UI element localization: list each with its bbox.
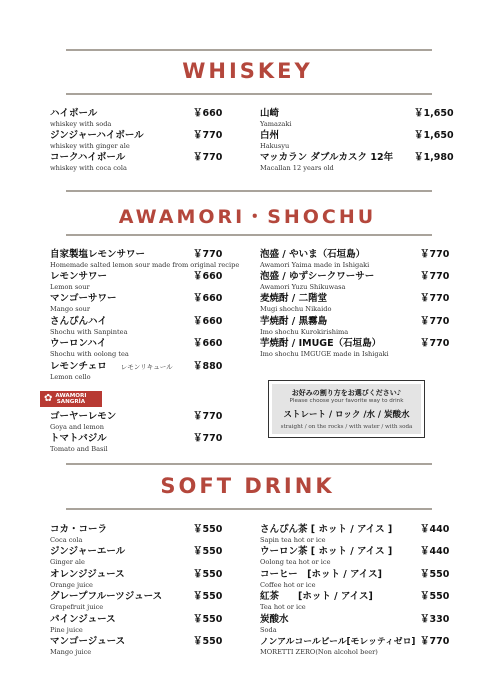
whiskey-item-highball: ハイボール whiskey with soda [50, 108, 112, 128]
soft-item-tea: 紅茶 [ホット / アイス] Tea hot or ice [260, 591, 373, 611]
soft-item-ginger-ale: ジンジャーエール Ginger ale [50, 546, 126, 566]
awamori-item-imuge: 芋焼酎 / IMUGE（石垣島） Imo shochu IMGUGE made in Ishigaki [260, 338, 389, 358]
soft-item-orange-juice: オレンジジュース Orange juice [50, 569, 125, 589]
soft-item-pine-juice: パインジュース Pine juice [50, 614, 116, 634]
awamori-item-yuzu: 泡盛 / ゆずシークワーサー Awamori Yuzu Shikuwasa [260, 271, 375, 291]
price: ￥770 [193, 411, 223, 422]
price: ￥550 [193, 591, 223, 602]
awamori-item-salted-lemon-sour: 自家製塩レモンサワー Homemade salted lemon sour made from original recipe [50, 249, 240, 269]
price: ￥550 [193, 524, 223, 535]
whiskey-item-hakusyu: 白州 Hakusyu [260, 130, 290, 150]
awamori-item-oolong-high: ウーロンハイ Shochu with oolong tea [50, 338, 129, 358]
awamori-sangria-badge: ✿ AWAMORI SANGRÍA [40, 391, 102, 407]
flower-icon: ✿ [44, 393, 53, 404]
awamori-item-mango-sour: マンゴーサワー Mango sour [50, 293, 117, 313]
price: ￥770 [420, 338, 450, 349]
awamori-item-lemon-sour: レモンサワー Lemon sour [50, 271, 108, 291]
price: ￥1,980 [414, 152, 454, 163]
awamori-item-goya-lemon: ゴーヤーレモン Goya and lemon [50, 411, 117, 431]
price: ￥550 [193, 614, 223, 625]
price: ￥770 [420, 249, 450, 260]
price: ￥770 [193, 130, 223, 141]
awamori-item-kurokirishima: 芋焼酎 / 黒霧島 Imo shochu Kurokirishima [260, 316, 349, 336]
whiskey-item-ginger-highball: ジンジャーハイボール whiskey with ginger ale [50, 130, 144, 150]
price: ￥770 [420, 293, 450, 304]
price: ￥550 [193, 546, 223, 557]
whiskey-item-macallan: マッカラン ダブルカスク 12年 Macallan 12 years old [260, 152, 394, 172]
whiskey-title: WHISKEY [182, 59, 313, 83]
soft-item-oolong-tea: ウーロン茶 [ ホット / アイス ] Oolong tea hot or ice [260, 546, 393, 566]
rule-top-soft [66, 463, 432, 465]
whiskey-item-yamazaki: 山崎 Yamazaki [260, 108, 292, 128]
soft-item-non-alcohol-beer: ノンアルコールビール[モレッティゼロ] MORETTI ZERO(Non alcohol beer) [260, 637, 416, 656]
price: ￥330 [420, 614, 450, 625]
soft-item-coffee: コーヒー [ホット / アイス] Coffee hot or ice [260, 569, 382, 589]
soft-item-soda: 炭酸水 Soda [260, 614, 289, 634]
soft-item-coca-cola: コカ・コーラ Coca cola [50, 524, 108, 544]
price: ￥550 [420, 591, 450, 602]
rule-top-whiskey [66, 49, 432, 51]
price: ￥440 [420, 546, 450, 557]
how-to-drink-box: お好みの割り方をお選びください♪ Please choose your favorite way to drink ストレート / ロック /水 / 炭酸水 straight / on the rocks / with water / with soda [268, 380, 425, 438]
rule-top-awamori [66, 190, 432, 192]
rule-bottom-awamori [66, 234, 432, 236]
price: ￥660 [193, 271, 223, 282]
price: ￥1,650 [414, 130, 454, 141]
soft-drink-title: SOFT DRINK [160, 474, 335, 498]
price: ￥440 [420, 524, 450, 535]
price: ￥550 [193, 636, 223, 647]
price: ￥770 [420, 271, 450, 282]
price: ￥660 [193, 316, 223, 327]
price: ￥660 [193, 293, 223, 304]
price: ￥880 [193, 361, 223, 372]
price: ￥770 [420, 316, 450, 327]
price: ￥770 [193, 433, 223, 444]
price: ￥550 [193, 569, 223, 580]
awamori-item-yaima: 泡盛 / やいま（石垣島） Awamori Yaima made in Ishigaki [260, 249, 370, 269]
awamori-item-sanpin-high: さんぴんハイ Shochu with Sanpintea [50, 316, 128, 336]
price: ￥770 [193, 152, 223, 163]
price: ￥770 [193, 249, 223, 260]
item-note: レモンリキュール [120, 363, 173, 371]
awamori-item-lemon-cello: レモンチェロ レモンリキュール Lemon cello [50, 361, 173, 381]
price: ￥1,650 [414, 108, 454, 119]
soft-item-sanpin-tea: さんぴん茶 [ ホット / アイス ] Sapin tea hot or ice [260, 524, 393, 544]
soft-item-grapefruit-juice: グレープフルーツジュース Grapefruit juice [50, 591, 163, 611]
price: ￥660 [193, 338, 223, 349]
price: ￥770 [420, 636, 450, 647]
price: ￥550 [420, 569, 450, 580]
soft-item-mango-juice: マンゴージュース Mango juice [50, 636, 126, 656]
awamori-title: AWAMORI・SHOCHU [118, 206, 377, 228]
rule-bottom-soft [66, 508, 432, 510]
rule-bottom-whiskey [66, 93, 432, 95]
whiskey-item-coke-highball: コークハイボール whiskey with coca cola [50, 152, 127, 172]
awamori-item-tomato-basil: トマトバジル Tomato and Basil [50, 433, 108, 453]
price: ￥660 [193, 108, 223, 119]
awamori-item-nikaido: 麦焼酎 / 二階堂 Mugi shochu Nikaido [260, 293, 332, 313]
